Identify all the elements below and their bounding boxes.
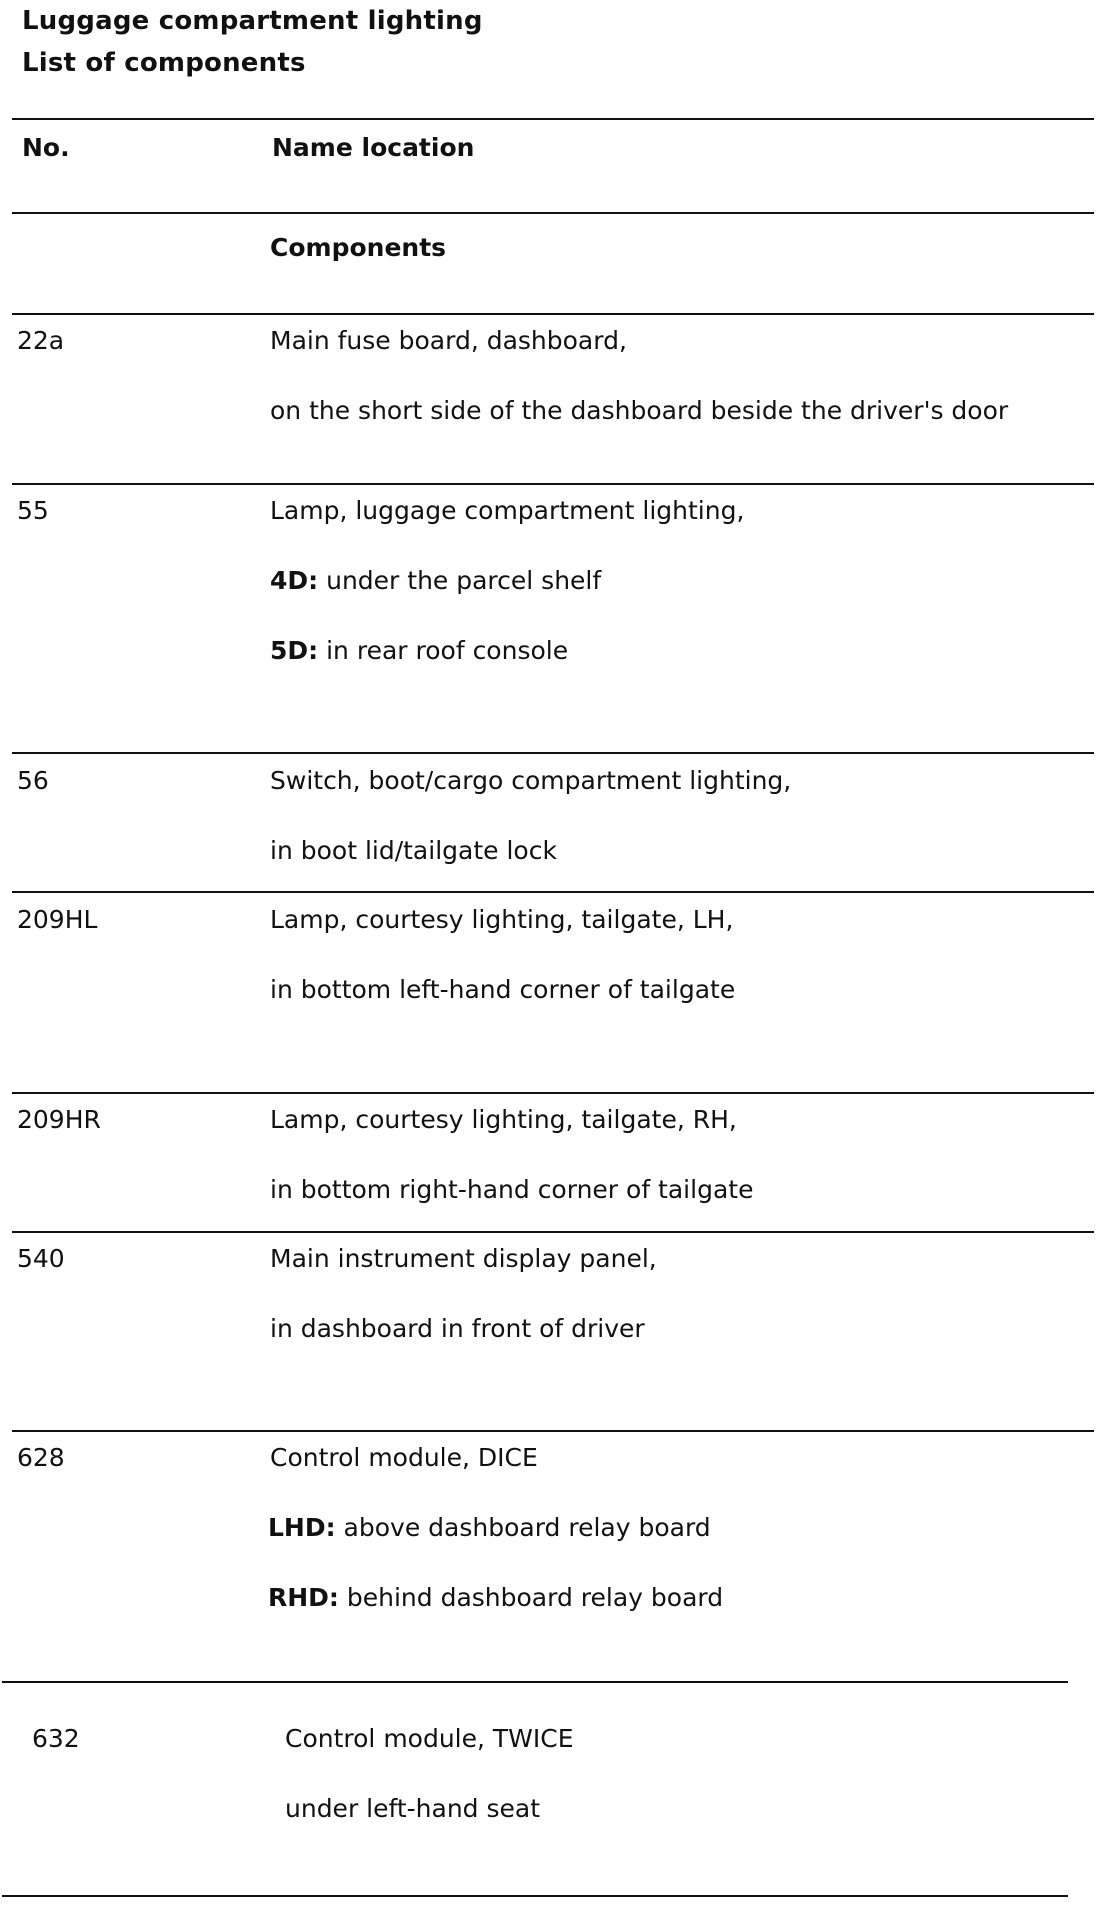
row-rule xyxy=(12,1231,1094,1233)
component-name: Lamp, courtesy lighting, tailgate, RH, xyxy=(270,1105,737,1134)
row-rule xyxy=(12,313,1094,315)
header-rule xyxy=(12,212,1094,214)
row-rule xyxy=(12,752,1094,754)
variant-text: above dashboard relay board xyxy=(335,1513,711,1542)
component-name: Lamp, courtesy lighting, tailgate, LH, xyxy=(270,905,734,934)
section-heading-components: Components xyxy=(270,233,447,262)
row-rule xyxy=(12,483,1094,485)
column-header-no: No. xyxy=(22,133,70,162)
row-rule xyxy=(12,891,1094,893)
row-rule xyxy=(2,1681,1068,1683)
component-location: in bottom left-hand corner of tailgate xyxy=(270,975,736,1004)
component-number: 22a xyxy=(17,326,65,355)
variant-text: behind dashboard relay board xyxy=(338,1583,724,1612)
component-name: Main instrument display panel, xyxy=(270,1244,657,1273)
row-rule xyxy=(12,1430,1094,1432)
variant-prefix: RHD: xyxy=(268,1583,339,1612)
component-location: in boot lid/tailgate lock xyxy=(270,836,557,865)
component-name: Switch, boot/cargo compartment lighting, xyxy=(270,766,792,795)
variant-prefix: 5D: xyxy=(270,636,319,665)
component-name: Control module, DICE xyxy=(270,1443,538,1472)
variant-text: under the parcel shelf xyxy=(318,566,602,595)
component-number: 540 xyxy=(17,1244,65,1273)
component-number: 56 xyxy=(17,766,49,795)
component-location-variant xyxy=(268,1581,723,1614)
column-header-name-location: Name location xyxy=(272,133,475,162)
component-location-variant xyxy=(270,634,568,667)
component-number: 628 xyxy=(17,1443,65,1472)
document-title: Luggage compartment lighting xyxy=(22,6,483,36)
component-name: Lamp, luggage compartment lighting, xyxy=(270,496,745,525)
component-location-variant xyxy=(270,564,601,597)
variant-prefix: LHD: xyxy=(268,1513,336,1542)
document-subtitle: List of components xyxy=(22,48,306,78)
variant-prefix: 4D: xyxy=(270,566,319,595)
row-rule xyxy=(12,1092,1094,1094)
component-number: 209HL xyxy=(17,905,98,934)
component-name: Control module, TWICE xyxy=(285,1724,574,1753)
variant-text: in rear roof console xyxy=(318,636,569,665)
component-number: 55 xyxy=(17,496,49,525)
component-number: 632 xyxy=(32,1724,80,1753)
component-location: in bottom right-hand corner of tailgate xyxy=(270,1175,754,1204)
table-bottom-rule xyxy=(2,1895,1068,1897)
component-name: Main fuse board, dashboard, xyxy=(270,326,627,355)
table-top-rule xyxy=(12,118,1094,120)
component-location-variant xyxy=(268,1511,711,1544)
component-number: 209HR xyxy=(17,1105,101,1134)
component-location: under left-hand seat xyxy=(285,1794,541,1823)
component-location: on the short side of the dashboard beside the driver's door xyxy=(270,396,1009,425)
component-location: in dashboard in front of driver xyxy=(270,1314,645,1343)
